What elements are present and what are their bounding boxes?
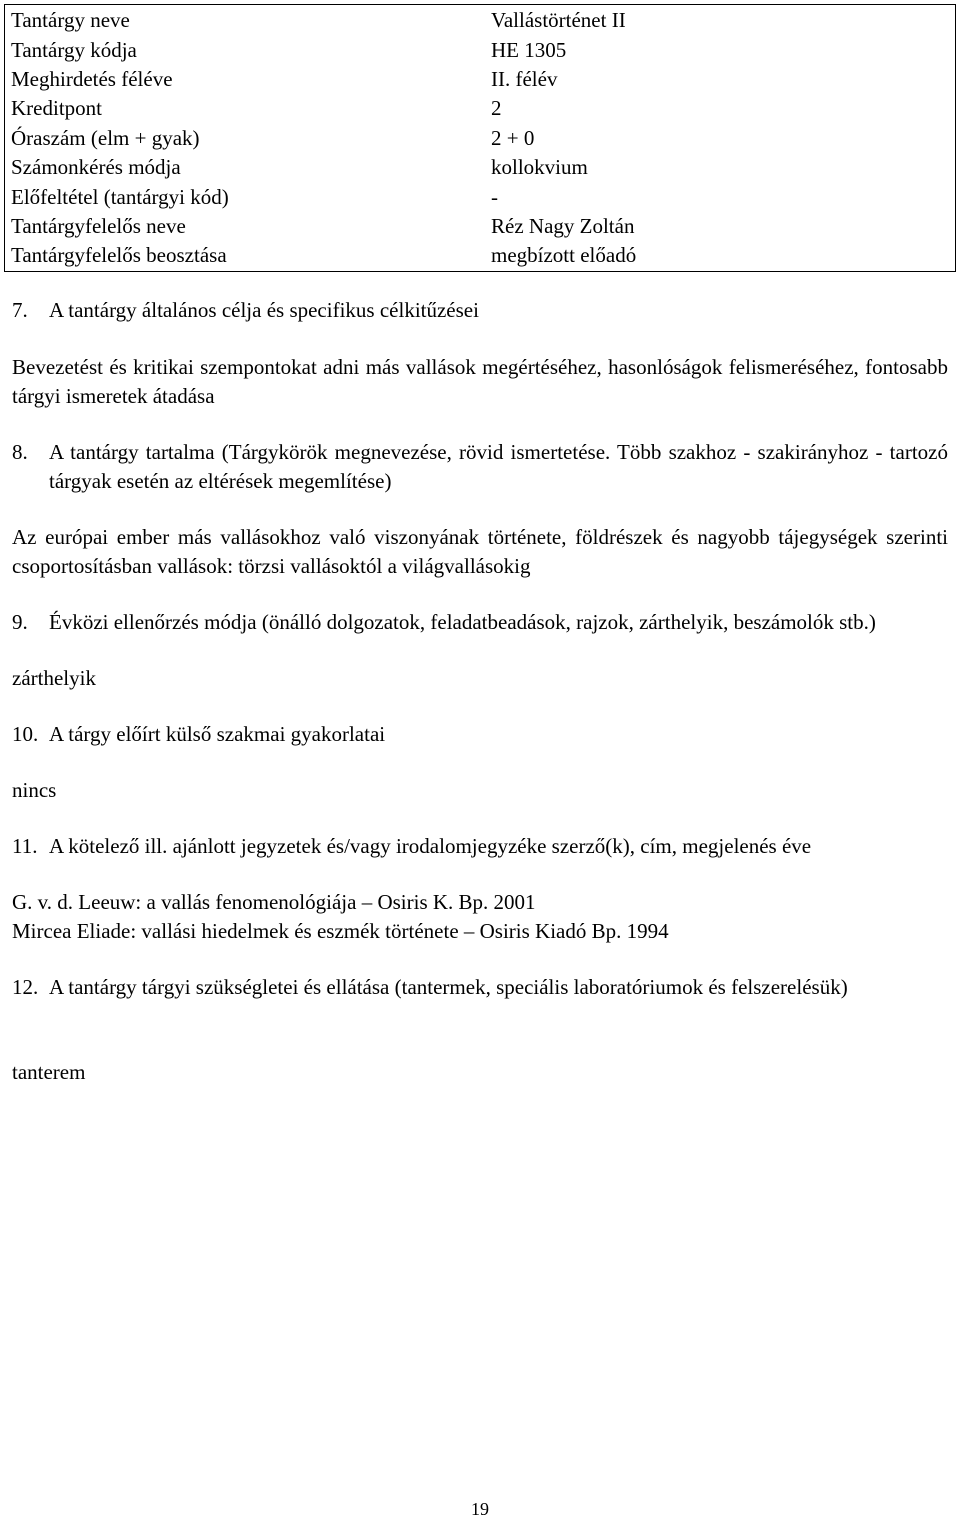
table-row: [5, 35, 956, 64]
section-12-body: tanterem: [12, 1060, 86, 1084]
responsible-position-label: Tantárgyfelelős beosztása: [11, 243, 227, 268]
section-9-title: Évközi ellenőrzés módja (önálló dolgozatok, feladatbeadások, rajzok, zárthelyik, beszámolók stb.): [49, 610, 876, 634]
document-body: [12, 296, 948, 1087]
assessment-label: Számonkérés módja: [11, 155, 181, 180]
responsible-name-label: Tantárgyfelelős neve: [11, 213, 186, 238]
section-8-heading: [12, 438, 948, 496]
table-row: [5, 94, 956, 123]
semester-label: Meghirdetés féléve: [11, 66, 173, 91]
section-10-body: nincs: [12, 778, 57, 802]
section-9-body: zárthelyik: [12, 666, 96, 690]
section-7-body: Bevezetést és kritikai szempontokat adni más vallások megértéséhez, hasonlóságok felismeréséhez, fontosabb tárgyi ismeretek átadása: [12, 355, 948, 408]
section-11-title: A kötelező ill. ajánlott jegyzetek és/vagy irodalomjegyzéke szerző(k), cím, megjelenés éve: [49, 834, 812, 858]
course-code-label: Tantárgy kódja: [11, 37, 137, 62]
prerequisite-label: Előfeltétel (tantárgyi kód): [11, 184, 229, 209]
course-name-value: Vallástörténet II: [491, 8, 626, 33]
page-number: 19: [471, 1499, 489, 1519]
prerequisite-value: -: [491, 184, 498, 209]
section-12-title: A tantárgy tárgyi szükségletei és ellátása (tantermek, speciális laboratóriumok és felszerelésük): [49, 975, 848, 999]
section-8-body: Az európai ember más vallásokhoz való viszonyának története, földrészek és nagyobb tájegységek szerinti csoportosításban vallások: törzsi vallásoktól a világvallásokig: [12, 525, 948, 578]
course-name-label: Tantárgy neve: [11, 8, 130, 33]
course-info-table: [4, 4, 956, 272]
reference-item: Mircea Eliade: vallási hiedelmek és eszmék története – Osiris Kiadó Bp. 1994: [12, 919, 669, 943]
section-7-title: A tantárgy általános célja és specifikus célkitűzései: [49, 298, 479, 322]
section-11-number: 11.: [12, 834, 38, 858]
table-row: [5, 241, 956, 271]
semester-value: II. félév: [491, 66, 558, 91]
table-row: [5, 182, 956, 211]
section-11-heading: [12, 832, 948, 861]
course-code-value: HE 1305: [491, 37, 567, 62]
section-12-number: 12.: [12, 975, 39, 999]
credit-value: 2: [491, 96, 502, 121]
section-10-heading: [12, 720, 948, 749]
section-8-title: A tantárgy tartalma (Tárgykörök megnevezése, rövid ismertetése. Több szakhoz - szakirányhoz - tartozó tárgyak esetén az eltérések megemlítése): [49, 440, 948, 493]
hours-value: 2 + 0: [491, 125, 535, 150]
section-10-title: A tárgy előírt külső szakmai gyakorlatai: [49, 722, 386, 746]
table-row: [5, 65, 956, 94]
table-row: [5, 5, 956, 36]
section-7-heading: [12, 296, 948, 325]
section-9-heading: [12, 608, 948, 637]
assessment-value: kollokvium: [491, 155, 588, 180]
responsible-position-value: megbízott előadó: [491, 243, 637, 268]
credit-label: Kreditpont: [11, 96, 102, 121]
section-10-number: 10.: [12, 722, 39, 746]
table-row: [5, 212, 956, 241]
section-8-number: 8.: [12, 440, 28, 464]
section-12-heading: [12, 973, 948, 1002]
reference-item: G. v. d. Leeuw: a vallás fenomenológiája – Osiris K. Bp. 2001: [12, 890, 536, 914]
section-7-number: 7.: [12, 298, 28, 322]
table-row: [5, 124, 956, 153]
hours-label: Óraszám (elm + gyak): [11, 125, 200, 150]
section-9-number: 9.: [12, 610, 28, 634]
table-row: [5, 153, 956, 182]
responsible-name-value: Réz Nagy Zoltán: [491, 213, 635, 238]
